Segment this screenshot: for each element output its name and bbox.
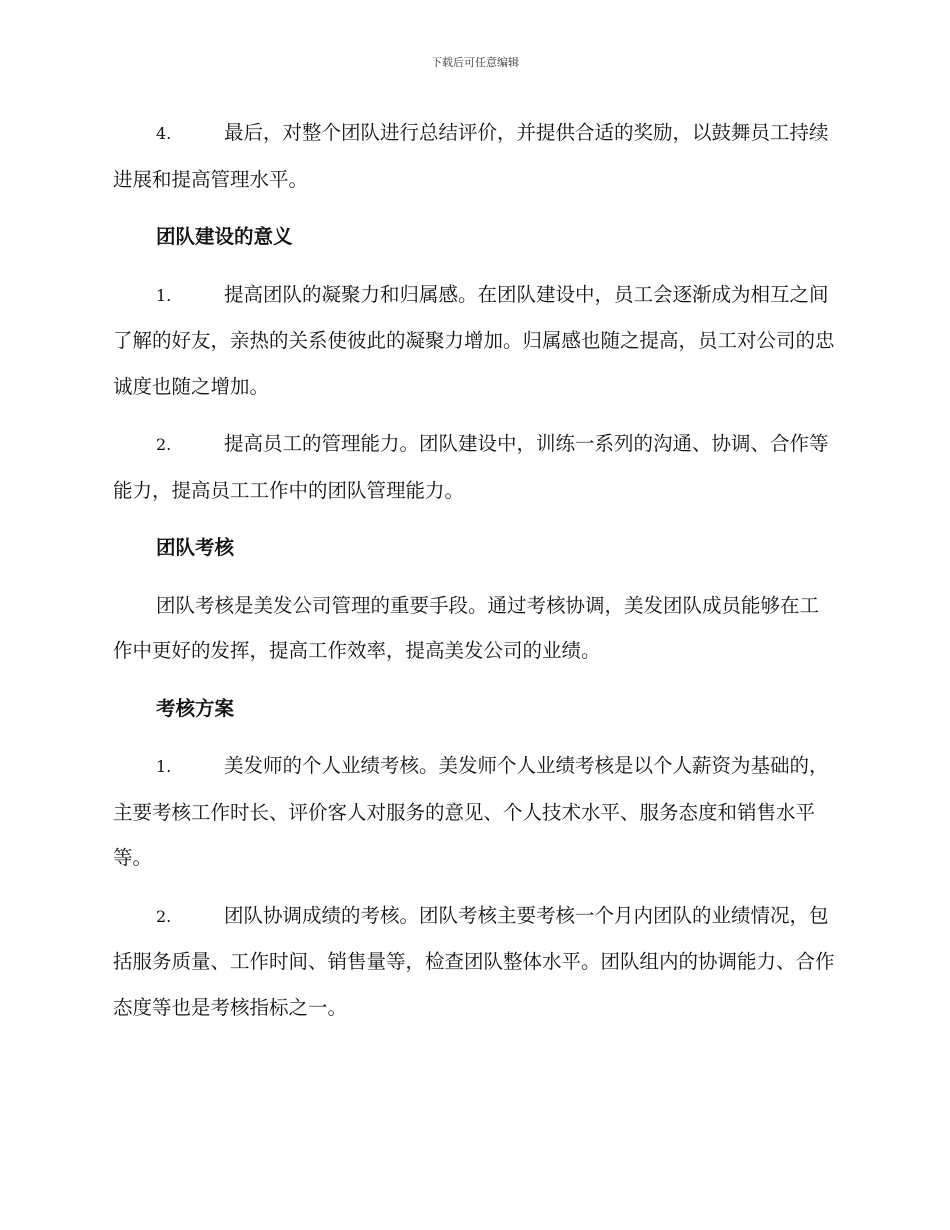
list-item-text: 提高团队的凝聚力和归属感。在团队建设中，员工会逐渐成为相互之间了解的好友，亲热的关系使彼此的凝聚力增加。归属感也随之提高，员工对公司的忠诚度也随之增加。 bbox=[113, 282, 835, 398]
list-number: 4. bbox=[156, 124, 172, 143]
list-item bbox=[113, 743, 837, 881]
page-header: 下载后可任意编辑 bbox=[431, 56, 519, 69]
list-item-text: 美发师的个人业绩考核。美发师个人业绩考核是以个人薪资为基础的，主要考核工作时长、评价客人对服务的意见、个人技术水平、服务态度和销售水平等。 bbox=[113, 754, 829, 869]
list-number: 1. bbox=[156, 757, 172, 776]
section-heading: 团队建设的意义 bbox=[156, 225, 293, 248]
list-number: 2. bbox=[156, 906, 172, 926]
list-item bbox=[113, 893, 837, 1031]
list-number: 1. bbox=[156, 285, 172, 305]
list-number: 2. bbox=[156, 435, 172, 454]
list-item-text: 提高员工的管理能力。团队建设中，训练一系列的沟通、协调、合作等能力，提高员工工作中的团队管理能力。 bbox=[113, 432, 829, 502]
list-item bbox=[113, 110, 837, 202]
section-heading: 团队考核 bbox=[156, 536, 235, 559]
document-body bbox=[113, 110, 837, 1042]
list-item bbox=[113, 272, 837, 410]
section-heading: 考核方案 bbox=[156, 696, 235, 720]
paragraph: 团队考核是美发公司管理的重要手段。通过考核协调，美发团队成员能够在工作中更好的发挥，提高工作效率，提高美发公司的业绩。 bbox=[113, 593, 820, 662]
list-item-text: 团队协调成绩的考核。团队考核主要考核一个月内团队的业绩情况，包括服务质量、工作时间、销售量等，检查团队整体水平。团队组内的协调能力、合作态度等也是考核指标之一。 bbox=[113, 903, 835, 1019]
list-item-text: 最后，对整个团队进行总结评价，并提供合适的奖励，以鼓舞员工持续进展和提高管理水平。 bbox=[113, 121, 829, 191]
list-item bbox=[113, 421, 837, 513]
